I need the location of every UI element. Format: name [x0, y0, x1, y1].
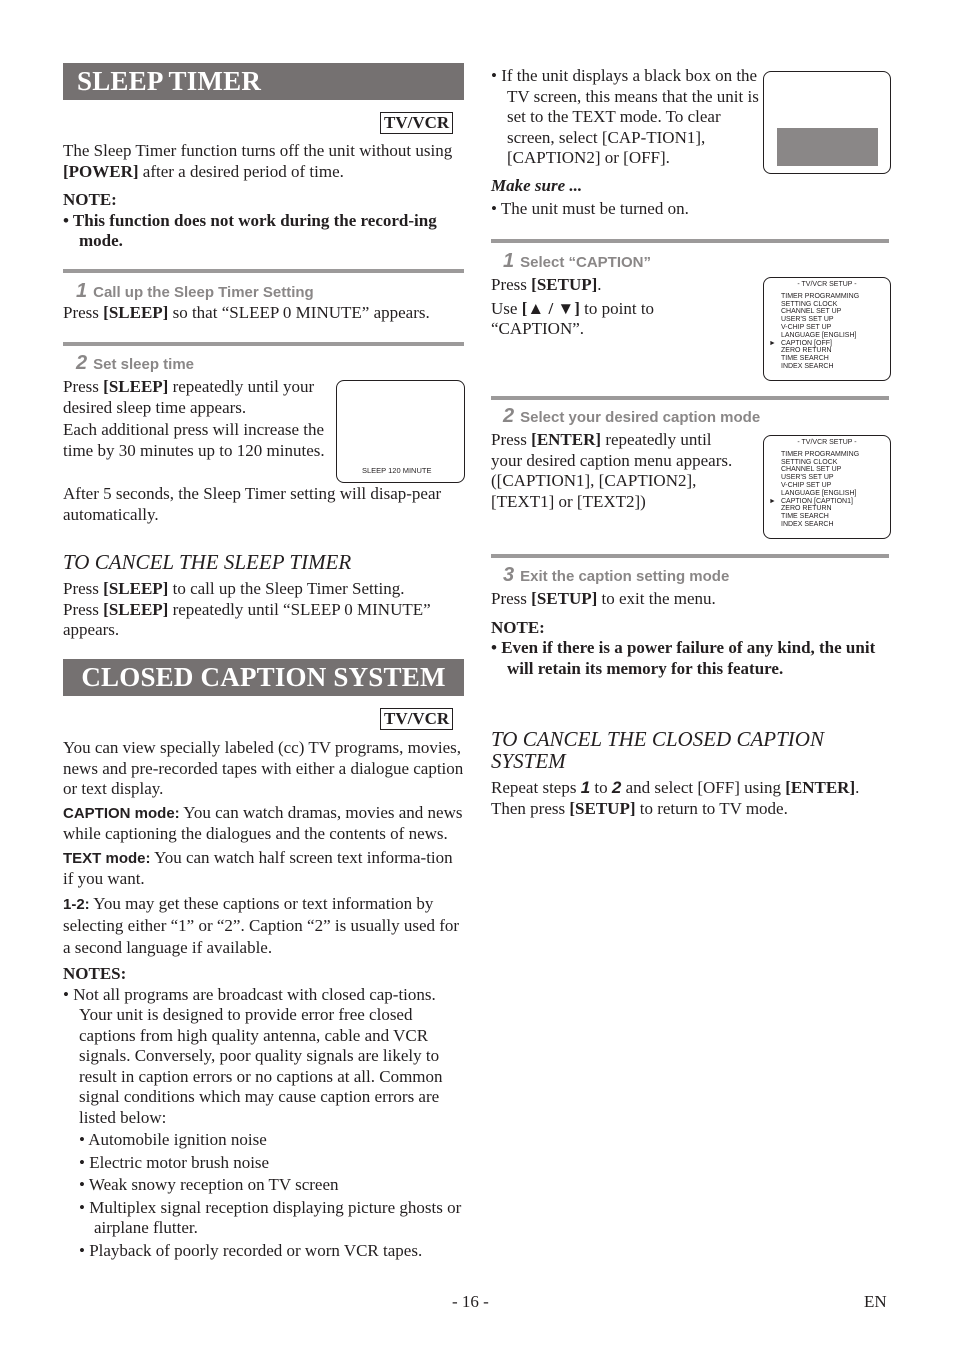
- menu-item: USER'S SET UP: [781, 474, 834, 482]
- menu-item: SETTING CLOCK: [781, 300, 838, 308]
- closed-caption-body: You can view specially labeled (cc) TV programs, movies, news and pre-recorded tapes with either a dialogue caption or text display. CAPTION mode: You can watch dramas, movies and news while captioning the dialogues and the contents of news. TEXT mode: You can watch half screen text informa-tion if you want. 1-2: You may get these captions or text information by selecting either “1” or “2”. Caption “2” is usually used for a second language if available. NOTES: • Not all programs are broadcast with closed cap-tions. Your unit is designed to provide error free closed captions from high quality antenna, cable and VCR signals. Conversely, poor quality signals are likely to result in caption errors or no captions at all. Common signal conditions which may cause caption errors are listed below: • Automobile ignition noise • Electric motor brush noise • Weak snowy reception on TV screen • Multiplex signal reception displaying picture ghosts or airplane flutter. • Playback of poorly recorded or worn VCR tapes.: [63, 738, 464, 1260]
- sleep-timer-heading: SLEEP TIMER: [63, 63, 464, 100]
- step-text: After 5 seconds, the Sleep Timer setting will disap-pear automatically.: [63, 484, 442, 524]
- cancel-sleep-text: Press [SLEEP] to call up the Sleep Timer Setting. Press [SLEEP] repeatedly until “SLEEP 0 MINUTE” appears.: [63, 579, 431, 639]
- tv-screen-text-mode: [763, 71, 891, 174]
- make-sure: Make sure ... • The unit must be turned on.: [491, 176, 689, 218]
- menu-item: ZERO RETURN: [781, 347, 832, 355]
- menu-item: LANGUAGE [ENGLISH]: [781, 489, 857, 497]
- menu-item: CHANNEL SET UP: [781, 308, 842, 316]
- note-text: • This function does not work during the record-ing mode.: [63, 210, 437, 250]
- note-label: NOTE:: [63, 190, 117, 209]
- divider: [63, 269, 464, 273]
- menu-item: V-CHIP SET UP: [781, 481, 832, 489]
- step-heading: 3 Exit the caption setting mode: [503, 564, 730, 586]
- cancel-caption-heading: TO CANCEL THE CLOSED CAPTION SYSTEM: [491, 727, 824, 773]
- black-box-note: • If the unit displays a black box on the TV screen, this means that the unit is set to the TEXT mode. To clear screen, select [CAP-TION1], [CAPTION2] or [OFF].: [491, 66, 759, 167]
- menu-item-selected: ► CAPTION [CAPTION1]: [764, 498, 890, 506]
- divider: [63, 342, 464, 346]
- menu-item: ZERO RETURN: [781, 505, 832, 513]
- divider: [491, 396, 889, 400]
- step-text: Press [SETUP]. Use [▲ / ▼] to point to “CAPTION”.: [491, 275, 655, 338]
- menu-item: CHANNEL SET UP: [781, 466, 842, 474]
- language-code: EN: [864, 1292, 887, 1311]
- menu-item: TIMER PROGRAMMING: [781, 450, 860, 458]
- menu-item-selected: ► CAPTION [OFF]: [764, 340, 890, 348]
- menu-item: TIME SEARCH: [781, 355, 829, 363]
- tv-screen-sleep: SLEEP 120 MINUTE: [336, 380, 465, 483]
- divider: [491, 239, 889, 243]
- menu-item: INDEX SEARCH: [781, 520, 834, 528]
- step-text: Press [SETUP] to exit the menu. NOTE: • Even if there is a power failure of any kind, the unit will retain its memory for this feature.: [491, 589, 876, 678]
- cancel-sleep-heading: TO CANCEL THE SLEEP TIMER: [63, 550, 352, 574]
- menu-item: INDEX SEARCH: [781, 362, 834, 370]
- menu-item: TIME SEARCH: [781, 513, 829, 521]
- closed-caption-heading: CLOSED CAPTION SYSTEM: [63, 659, 464, 696]
- step-heading: 2 Select your desired caption mode: [503, 405, 761, 427]
- step-heading: 2 Set sleep time: [76, 352, 195, 374]
- page-number: - 16 -: [452, 1292, 489, 1311]
- tv-vcr-badge: TV/VCR: [380, 708, 453, 730]
- step-heading: 1 Call up the Sleep Timer Setting: [76, 280, 314, 302]
- menu-item: V-CHIP SET UP: [781, 323, 832, 331]
- menu-item: TIMER PROGRAMMING: [781, 292, 860, 300]
- setup-menu-screen: - TV/VCR SETUP - TIMER PROGRAMMING SETTING CLOCK CHANNEL SET UP USER'S SET UP V-CHIP SET UP LANGUAGE [ENGLISH] ► CAPTION [OFF] ZERO RETURN TIME SEARCH INDEX SEARCH: [763, 277, 891, 381]
- menu-item: LANGUAGE [ENGLISH]: [781, 331, 857, 339]
- step-text: Press [SLEEP] so that “SLEEP 0 MINUTE” appears.: [63, 303, 430, 322]
- black-box: [777, 128, 878, 166]
- menu-item: SETTING CLOCK: [781, 458, 838, 466]
- step-text: Press [SLEEP] repeatedly until your desired sleep time appears. Each additional press will increase the time by 30 minutes up to 120 minutes.: [63, 377, 325, 460]
- cancel-caption-text: Repeat steps 1 to 2 and select [OFF] using [ENTER]. Then press [SETUP] to return to TV mode.: [491, 778, 860, 818]
- sleep-timer-intro: The Sleep Timer function turns off the unit without using [POWER] after a desired period of time. NOTE: • This function does not work during the record-ing mode.: [63, 141, 463, 252]
- menu-item: USER'S SET UP: [781, 316, 834, 324]
- step-heading: 1 Select “CAPTION”: [503, 250, 651, 272]
- divider: [491, 554, 889, 558]
- setup-menu-screen: - TV/VCR SETUP - TIMER PROGRAMMING SETTING CLOCK CHANNEL SET UP USER'S SET UP V-CHIP SET UP LANGUAGE [ENGLISH] ► CAPTION [CAPTION1] ZERO RETURN TIME SEARCH INDEX SEARCH: [763, 435, 891, 539]
- step-text: Press [ENTER] repeatedly until your desired caption menu appears. ([CAPTION1], [CAPTION2], [TEXT1] or [TEXT2]): [491, 430, 733, 511]
- tv-vcr-badge: TV/VCR: [380, 112, 453, 134]
